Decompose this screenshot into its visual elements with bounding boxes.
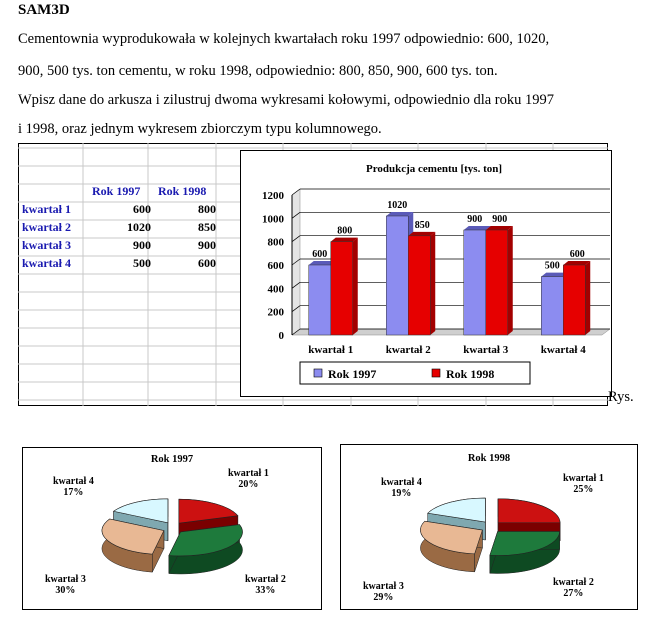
y-tick-label: 200 [267, 306, 284, 319]
bar-side [353, 238, 358, 335]
row-label-q1: kwartał 1 [22, 202, 71, 216]
legend-label: Rok 1997 [328, 367, 377, 381]
cell-q2-1997: 1020 [127, 220, 151, 234]
y-tick-label: 400 [267, 283, 284, 296]
data-label: 900 [492, 214, 508, 225]
pie-1998-title: Rok 1998 [467, 453, 511, 464]
row-label-q2: kwartał 2 [22, 220, 71, 234]
cell-q3-1998: 900 [198, 238, 216, 252]
x-tick-label: kwartał 2 [385, 344, 431, 356]
spreadsheet [18, 143, 608, 406]
bar-rok-1998-2 [408, 236, 430, 335]
row-label-q4: kwartał 4 [22, 256, 71, 270]
exercise-text-line-3: Wpisz dane do arkusza i zilustruj dwoma wykresami kołowymi, odpowiednio dla roku 1997 [18, 92, 554, 108]
exercise-heading: SAM3D [18, 2, 70, 18]
bar-rok-1997-1 [309, 265, 331, 335]
chart-title: Produkcja cementu [tys. ton] [365, 163, 503, 175]
header-rok-1997: Rok 1997 [92, 184, 141, 198]
bar-side [585, 261, 590, 335]
pie-1998-label-q1: kwartał 1 25% [563, 473, 604, 495]
pie-slice-top [498, 499, 560, 523]
bar-side [430, 232, 435, 335]
pie-1997-label-q4: kwartał 4 17% [53, 476, 94, 498]
y-tick-label: 800 [267, 236, 284, 249]
data-label: 500 [544, 260, 560, 272]
exercise-text-line-2: 900, 500 tys. ton cementu, w roku 1998, odpowiednio: 800, 850, 900, 600 tys. ton. [18, 63, 498, 79]
x-tick-label: kwartał 4 [540, 344, 586, 356]
y-tick-label: 0 [278, 330, 284, 342]
cell-q2-1998: 850 [198, 220, 216, 234]
legend-label: Rok 1998 [446, 367, 495, 381]
bar-rok-1998-3 [486, 230, 508, 335]
bar-rok-1998-4 [563, 265, 585, 335]
legend-swatch [432, 369, 440, 377]
cell-q3-1997: 900 [133, 238, 151, 252]
bar-rok-1997-3 [464, 230, 486, 335]
pie-1997-label-q2: kwartał 2 33% [245, 574, 286, 596]
exercise-text-line-4: i 1998, oraz jednym wykresem zbiorczym typu kolumnowego. [18, 121, 382, 137]
bar-rok-1997-4 [541, 277, 563, 335]
pie-1998-label-q4: kwartał 4 19% [381, 477, 422, 499]
y-tick-label: 600 [267, 260, 284, 272]
data-label: 900 [467, 214, 483, 225]
bar-side [508, 226, 513, 335]
legend-swatch [314, 369, 322, 377]
cell-q4-1998: 600 [198, 256, 216, 270]
data-label: 800 [337, 225, 353, 237]
bar-rok-1998-1 [331, 242, 353, 335]
row-label-q3: kwartał 3 [22, 238, 71, 252]
data-label: 850 [414, 219, 430, 231]
bar-rok-1997-2 [386, 216, 408, 335]
exercise-text-line-1: Cementownia wyprodukowała w kolejnych kwartałach roku 1997 odpowiednio: 600, 1020, [18, 31, 550, 47]
cell-q4-1997: 500 [133, 256, 151, 270]
x-tick-label: kwartał 1 [308, 344, 354, 356]
pie-slice-kwartał-2 [490, 532, 560, 574]
pie-1997-label-q3: kwartał 3 30% [45, 574, 86, 596]
cell-q1-1998: 800 [198, 202, 216, 216]
pie-slice-kwartał-3 [420, 521, 482, 572]
pie-1997-label-q1: kwartał 1 20% [228, 468, 269, 490]
x-tick-label: kwartał 3 [463, 344, 509, 356]
figure-caption: Rys. [608, 389, 634, 405]
y-tick-label: 1200 [262, 190, 284, 202]
header-rok-1998: Rok 1998 [158, 184, 207, 198]
data-label: 600 [312, 249, 328, 260]
cell-q1-1997: 600 [133, 202, 151, 216]
pie-1998-label-q2: kwartał 2 27% [553, 577, 594, 599]
y-tick-label: 1000 [262, 213, 284, 226]
data-label: 1020 [387, 200, 408, 211]
pie-1997-title: Rok 1997 [150, 454, 194, 465]
pie-chart-1997 [22, 447, 322, 610]
pie-chart-1998 [340, 444, 638, 610]
pie-1998-label-q3: kwartał 3 29% [363, 581, 404, 603]
data-label: 600 [569, 249, 585, 260]
column-chart [240, 150, 612, 397]
